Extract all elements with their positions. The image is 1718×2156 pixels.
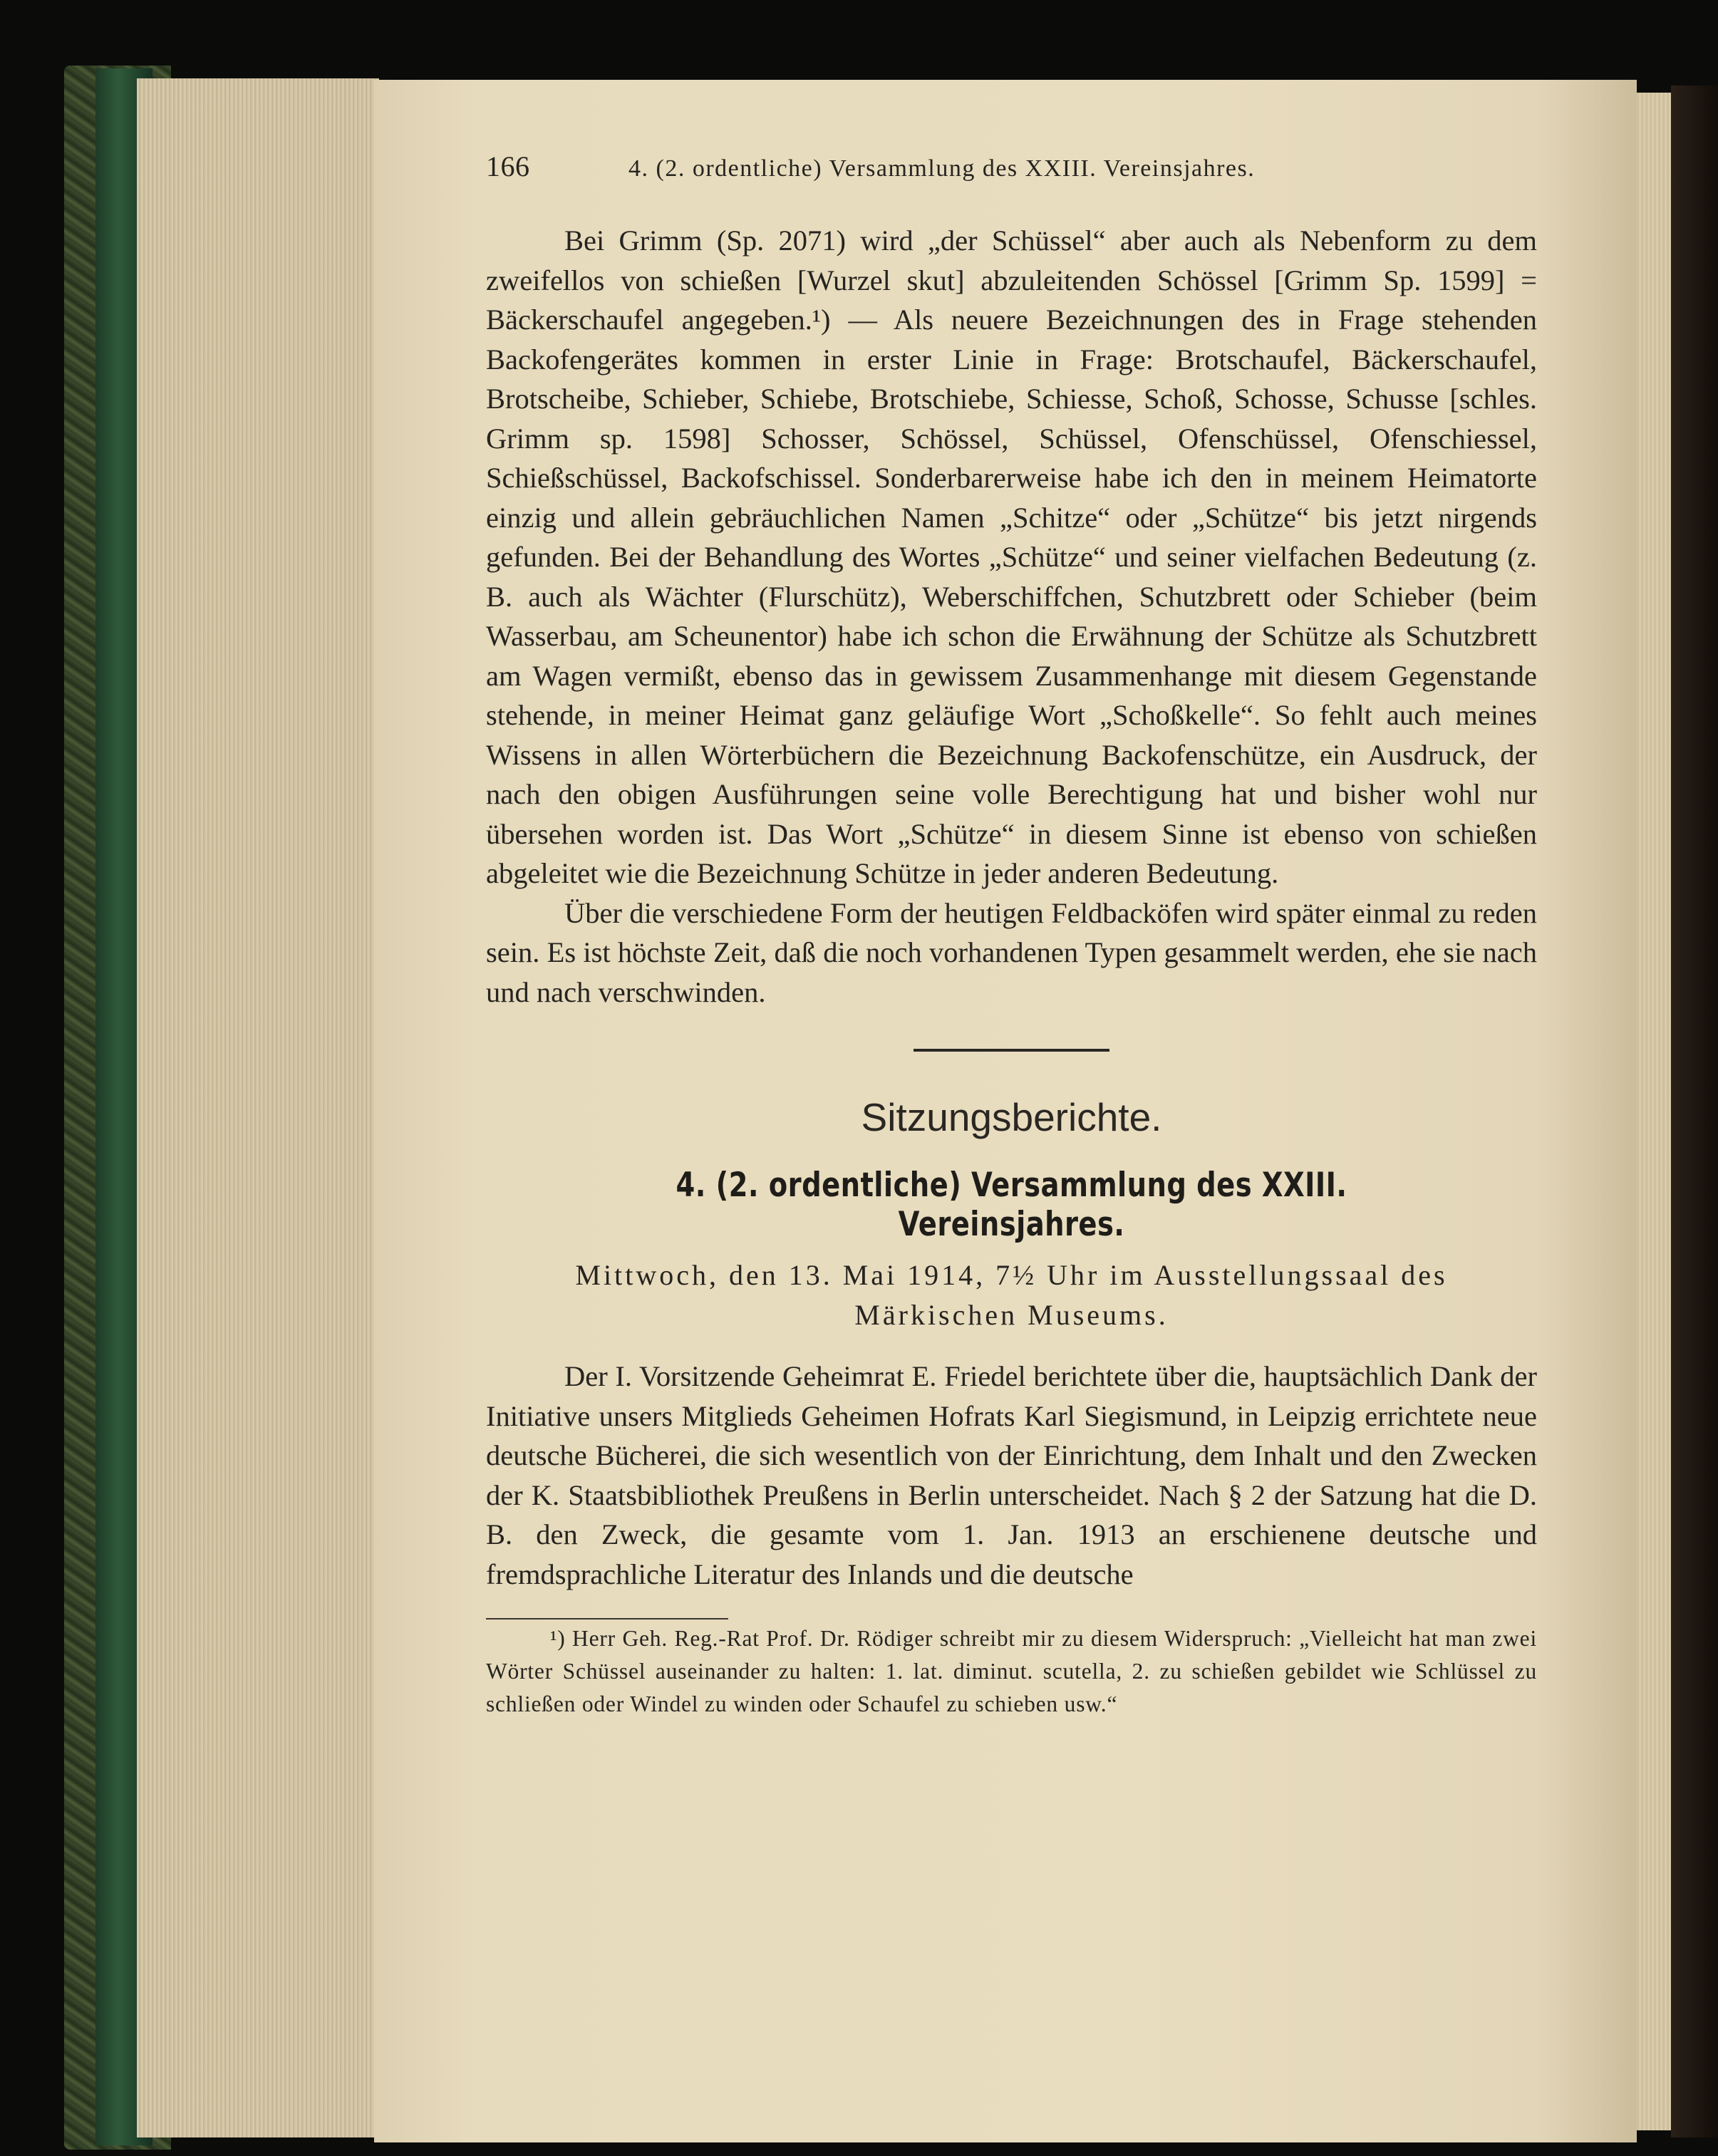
report-text [486,1357,1537,1594]
footnote [486,1622,1537,1721]
paragraph-2: Über die verschiedene Form der heutigen Feldbacköfen wird später einmal zu reden sein. Es ist höchste Zeit, daß die noch vorhandenen Typen gesammelt werden, ehe sie nach und nach verschwinden. [486,896,1537,1008]
footnote-rule [486,1618,728,1619]
running-title: 4. (2. ordentliche) Versammlung des XXIII. Vereinsjahres. [628,155,1256,182]
footnote-text: ¹) Herr Geh. Reg.-Rat Prof. Dr. Rödiger schreibt mir zu diesem Widerspruch: „Vielleicht hat man zwei Wörter Schüssel auseinander zu halten: 1. lat. diminut. scutella, 2. zu schießen gebildet wie Schlüssel zu schließen oder Windel zu winden oder Schaufel zu schieben usw.“ [486,1626,1537,1716]
page-number: 166 [486,150,530,182]
meeting-date [486,1255,1537,1335]
meeting-date-line-2: Märkischen Museums. [854,1299,1169,1331]
section-divider [914,1049,1109,1052]
body-text [486,221,1537,1012]
page-stack-left [137,78,379,2137]
meeting-title: 4. (2. ordentliche) Versammlung des XXIII. Vereinsjahres. [676,1166,1347,1244]
running-head [486,150,1537,192]
section-title: Sitzungsberichte. [861,1095,1162,1139]
report-paragraph: Der I. Vorsitzende Geheimrat E. Friedel berichtete über die, hauptsächlich Dank der Initiative unsers Mitglieds Geheimen Hofrats Karl Siegismund, in Leipzig errichtete neue deutsche Bücherei, die sich wesentlich von der Einrichtung, dem Inhalt und den Zwecken der K. Staatsbibliothek Preußens in Berlin unterscheidet. Nach § 2 der Satzung hat die D. B. den Zweck, die gesamte vom 1. Jan. 1913 an erschienene deutsche und fremdsprachliche Literatur des Inlands und die deutsche [486,1360,1537,1590]
meeting-date-line-1: Mittwoch, den 13. Mai 1914, 7½ Uhr im Ausstellungssaal des [575,1259,1448,1291]
page-content [486,150,1537,1721]
paragraph-1: Bei Grimm (Sp. 2071) wird „der Schüssel“ aber auch als Nebenform zu dem zweifellos von schießen [Wurzel skut] abzuleitenden Schössel [Grimm Sp. 1599] = Bäckerschaufel angegeben.¹) — Als neuere Bezeichnungen des in Frage stehenden Backofengerätes kommen in erster Linie in Frage: Brotschaufel, Bäckerschaufel, Brotscheibe, Schieber, Schiebe, Brotschiebe, Schiesse, Schoß, Schosse, Schusse [schles. Grimm sp. 1598] Schosser, Schössel, Schüssel, Ofenschüssel, Ofenschiessel, Schießschüssel, Backofschissel. Sonderbarerweise habe ich den in meinem Heimatorte einzig und allein gebräuchlichen Namen „Schitze“ oder „Schütze“ bis jetzt nirgends gefunden. Bei der Behandlung des Wortes „Schütze“ und seiner vielfachen Bedeutung (z. B. auch als Wächter (Flurschütz), Weberschiffchen, Schutzbrett oder Schieber (beim Wasserbau, am Scheunentor) habe ich schon die Erwähnung der Schütze als Schutzbrett am Wagen vermißt, ebenso das in gewissem Zusammenhange mit diesem Gegenstande stehende, in meiner Heimat ganz geläufige Wort „Schoßkelle“. So fehlt auch meines Wissens in allen Wörterbüchern die Bezeichnung Backofenschütze, ein Ausdruck, der nach den obigen Ausführungen seine volle Berechtigung hat und bisher wohl nur übersehen worden ist. Das Wort „Schütze“ in diesem Sinne ist ebenso von schießen abgeleitet wie die Bezeichnung Schütze in jeder anderen Bedeutung. [486,224,1537,889]
book-cover-right [1671,85,1718,2137]
